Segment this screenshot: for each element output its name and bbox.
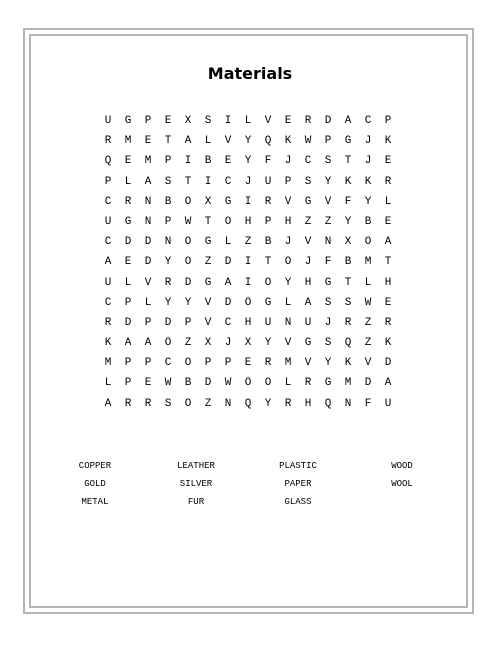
grid-cell: K — [384, 337, 392, 350]
grid-cell: B — [264, 236, 272, 249]
grid-row — [98, 175, 398, 195]
grid-cell: P — [144, 357, 152, 370]
grid-cell: Y — [244, 135, 252, 148]
grid-cell: A — [304, 296, 312, 309]
grid-cell: R — [104, 316, 112, 329]
grid-cell: Y — [264, 397, 272, 410]
grid-cell: G — [124, 215, 132, 228]
grid-cell: V — [144, 276, 152, 289]
grid-cell: C — [164, 357, 172, 370]
grid-cell: G — [264, 296, 272, 309]
grid-cell: N — [144, 195, 152, 208]
grid-cell: N — [344, 397, 352, 410]
grid-cell: D — [164, 316, 172, 329]
grid-cell: K — [384, 135, 392, 148]
grid-cell: E — [164, 115, 172, 127]
grid-row — [98, 255, 398, 275]
grid-cell: T — [264, 256, 272, 269]
grid-cell: L — [124, 276, 132, 289]
grid-cell: M — [104, 357, 112, 370]
grid-cell: S — [324, 155, 332, 168]
grid-cell: U — [104, 276, 112, 289]
grid-cell: C — [304, 155, 312, 168]
grid-cell: E — [384, 155, 392, 168]
grid-row — [98, 215, 398, 235]
grid-cell: D — [184, 276, 192, 289]
grid-cell: G — [204, 276, 212, 289]
grid-cell: T — [184, 175, 192, 188]
word-list-item: GLASS — [284, 497, 312, 507]
grid-cell: L — [224, 236, 232, 249]
grid-cell: I — [224, 115, 232, 127]
word-list-item: WOOL — [391, 479, 413, 489]
grid-cell: A — [224, 276, 232, 289]
word-list-item: PLASTIC — [279, 461, 317, 471]
grid-cell: O — [184, 357, 192, 370]
grid-cell: R — [164, 276, 172, 289]
grid-cell: R — [304, 377, 312, 390]
grid-cell: V — [364, 357, 372, 370]
grid-cell: V — [204, 316, 212, 329]
grid-cell: P — [144, 316, 152, 329]
grid-row — [98, 276, 398, 296]
grid-cell: S — [204, 115, 212, 127]
grid-cell: G — [324, 377, 332, 390]
grid-cell: A — [104, 256, 112, 269]
letter-grid — [98, 114, 398, 417]
grid-cell: V — [304, 357, 312, 370]
grid-cell: L — [284, 377, 292, 390]
grid-cell: N — [144, 215, 152, 228]
grid-cell: R — [104, 135, 112, 148]
grid-cell: V — [304, 236, 312, 249]
grid-cell: C — [364, 115, 372, 127]
grid-row — [98, 316, 398, 336]
grid-cell: N — [224, 397, 232, 410]
grid-cell: Y — [324, 357, 332, 370]
grid-cell: T — [204, 215, 212, 228]
grid-cell: D — [124, 316, 132, 329]
grid-row — [98, 114, 398, 134]
grid-cell: O — [184, 397, 192, 410]
grid-cell: Z — [304, 215, 312, 228]
grid-row — [98, 296, 398, 316]
word-list-item: SILVER — [179, 479, 213, 489]
grid-cell: P — [144, 115, 152, 127]
grid-cell: A — [124, 337, 132, 350]
grid-cell: A — [184, 135, 192, 148]
grid-cell: U — [104, 115, 112, 127]
grid-cell: H — [304, 276, 312, 289]
grid-cell: L — [384, 195, 392, 208]
grid-cell: D — [144, 256, 152, 269]
grid-cell: T — [164, 135, 172, 148]
grid-cell: V — [264, 115, 272, 127]
grid-cell: D — [224, 296, 232, 309]
grid-cell: U — [304, 316, 312, 329]
grid-cell: V — [204, 296, 212, 309]
grid-cell: F — [364, 397, 372, 410]
grid-cell: G — [204, 236, 212, 249]
grid-cell: T — [384, 256, 392, 269]
grid-cell: Y — [184, 296, 192, 309]
grid-cell: L — [284, 296, 292, 309]
grid-cell: O — [284, 256, 292, 269]
grid-cell: S — [324, 337, 332, 350]
grid-cell: M — [124, 135, 132, 148]
grid-cell: J — [364, 155, 372, 168]
grid-cell: A — [104, 397, 112, 410]
grid-cell: Y — [284, 276, 292, 289]
grid-cell: I — [204, 175, 212, 188]
grid-cell: G — [124, 115, 132, 127]
grid-cell: Z — [364, 316, 372, 329]
grid-cell: L — [204, 135, 212, 148]
grid-cell: R — [284, 397, 292, 410]
grid-cell: J — [304, 256, 312, 269]
grid-cell: Z — [364, 337, 372, 350]
grid-cell: S — [164, 175, 172, 188]
grid-cell: Y — [344, 215, 352, 228]
grid-cell: R — [384, 316, 392, 329]
grid-cell: A — [384, 377, 392, 390]
word-list-item: WOOD — [391, 461, 413, 471]
grid-cell: A — [144, 337, 152, 350]
grid-cell: O — [184, 236, 192, 249]
grid-cell: K — [284, 135, 292, 148]
grid-cell: E — [384, 215, 392, 228]
word-list-item: COPPER — [78, 461, 112, 471]
grid-cell: Z — [244, 236, 252, 249]
grid-cell: J — [324, 316, 332, 329]
grid-cell: O — [184, 195, 192, 208]
grid-cell: G — [324, 276, 332, 289]
grid-cell: R — [384, 175, 392, 188]
grid-cell: X — [184, 115, 192, 127]
word-list-item: PAPER — [284, 479, 312, 489]
grid-cell: O — [364, 236, 372, 249]
grid-cell: Y — [244, 155, 252, 168]
grid-cell: N — [324, 236, 332, 249]
grid-cell: X — [344, 236, 352, 249]
grid-cell: E — [224, 155, 232, 168]
grid-cell: D — [144, 236, 152, 249]
grid-cell: H — [304, 397, 312, 410]
grid-row — [98, 154, 398, 174]
grid-cell: T — [344, 155, 352, 168]
grid-cell: R — [144, 397, 152, 410]
grid-cell: G — [344, 135, 352, 148]
grid-cell: Q — [244, 397, 252, 410]
grid-cell: S — [324, 296, 332, 309]
grid-cell: E — [284, 115, 292, 127]
grid-cell: W — [364, 296, 372, 309]
grid-cell: L — [104, 377, 112, 390]
grid-cell: R — [304, 115, 312, 127]
grid-cell: Y — [164, 256, 172, 269]
grid-cell: O — [264, 276, 272, 289]
puzzle-title: Materials — [207, 64, 293, 83]
grid-cell: P — [124, 377, 132, 390]
word-list-item: LEATHER — [177, 461, 215, 471]
grid-cell: N — [164, 236, 172, 249]
grid-row — [98, 336, 398, 356]
grid-cell: Y — [364, 195, 372, 208]
grid-cell: I — [244, 256, 252, 269]
grid-cell: N — [284, 316, 292, 329]
grid-cell: D — [384, 357, 392, 370]
grid-cell: H — [384, 276, 392, 289]
grid-cell: C — [224, 175, 232, 188]
grid-cell: M — [344, 377, 352, 390]
grid-cell: L — [144, 296, 152, 309]
grid-row — [98, 235, 398, 255]
grid-cell: F — [344, 195, 352, 208]
grid-cell: Q — [324, 397, 332, 410]
grid-cell: L — [124, 175, 132, 188]
grid-cell: O — [244, 377, 252, 390]
grid-cell: Q — [344, 337, 352, 350]
grid-cell: G — [304, 195, 312, 208]
grid-cell: I — [184, 155, 192, 168]
grid-cell: B — [164, 195, 172, 208]
word-list-item: FUR — [187, 497, 205, 507]
grid-cell: X — [204, 337, 212, 350]
grid-cell: S — [164, 397, 172, 410]
grid-row — [98, 134, 398, 154]
grid-cell: Z — [324, 215, 332, 228]
grid-row — [98, 356, 398, 376]
grid-cell: P — [124, 357, 132, 370]
grid-cell: X — [204, 195, 212, 208]
grid-cell: Y — [324, 175, 332, 188]
grid-cell: P — [104, 175, 112, 188]
grid-cell: T — [344, 276, 352, 289]
grid-cell: U — [264, 175, 272, 188]
grid-cell: V — [284, 195, 292, 208]
grid-cell: D — [324, 115, 332, 127]
grid-cell: K — [344, 175, 352, 188]
grid-cell: E — [384, 296, 392, 309]
grid-cell: P — [324, 135, 332, 148]
grid-cell: X — [244, 337, 252, 350]
grid-cell: B — [344, 256, 352, 269]
grid-cell: R — [264, 357, 272, 370]
word-list-item: METAL — [81, 497, 109, 507]
grid-cell: S — [304, 175, 312, 188]
grid-cell: E — [244, 357, 252, 370]
grid-cell: B — [204, 155, 212, 168]
grid-cell: W — [304, 135, 312, 148]
grid-cell: B — [184, 377, 192, 390]
grid-cell: D — [364, 377, 372, 390]
grid-cell: O — [164, 337, 172, 350]
grid-cell: L — [244, 115, 252, 127]
grid-cell: H — [284, 215, 292, 228]
grid-cell: C — [104, 236, 112, 249]
grid-cell: E — [124, 256, 132, 269]
grid-cell: P — [164, 215, 172, 228]
grid-cell: P — [204, 357, 212, 370]
grid-cell: J — [364, 135, 372, 148]
grid-cell: Y — [264, 337, 272, 350]
grid-cell: W — [224, 377, 232, 390]
grid-cell: Q — [264, 135, 272, 148]
grid-cell: H — [244, 215, 252, 228]
grid-cell: U — [264, 316, 272, 329]
grid-cell: H — [244, 316, 252, 329]
grid-cell: F — [264, 155, 272, 168]
grid-cell: E — [124, 155, 132, 168]
grid-cell: S — [344, 296, 352, 309]
grid-cell: B — [364, 215, 372, 228]
grid-cell: D — [224, 256, 232, 269]
grid-cell: P — [284, 175, 292, 188]
grid-cell: D — [124, 236, 132, 249]
grid-cell: M — [284, 357, 292, 370]
grid-cell: I — [244, 195, 252, 208]
grid-cell: A — [144, 175, 152, 188]
grid-cell: Z — [204, 397, 212, 410]
grid-cell: L — [364, 276, 372, 289]
grid-row — [98, 195, 398, 215]
grid-cell: U — [104, 215, 112, 228]
grid-cell: E — [144, 135, 152, 148]
grid-cell: J — [244, 175, 252, 188]
grid-cell: J — [284, 155, 292, 168]
grid-cell: R — [124, 397, 132, 410]
grid-cell: R — [344, 316, 352, 329]
grid-cell: P — [264, 215, 272, 228]
grid-cell: J — [224, 337, 232, 350]
grid-cell: O — [264, 377, 272, 390]
grid-cell: A — [384, 236, 392, 249]
grid-cell: R — [124, 195, 132, 208]
grid-cell: F — [324, 256, 332, 269]
grid-cell: R — [264, 195, 272, 208]
grid-cell: P — [164, 155, 172, 168]
grid-cell: Z — [204, 256, 212, 269]
grid-cell: A — [344, 115, 352, 127]
grid-cell: C — [104, 296, 112, 309]
grid-cell: P — [124, 296, 132, 309]
grid-row — [98, 397, 398, 417]
grid-cell: G — [224, 195, 232, 208]
grid-cell: U — [384, 397, 392, 410]
grid-cell: W — [164, 377, 172, 390]
grid-cell: M — [364, 256, 372, 269]
grid-cell: Z — [184, 337, 192, 350]
grid-row — [98, 376, 398, 396]
grid-cell: J — [284, 236, 292, 249]
grid-cell: K — [104, 337, 112, 350]
grid-cell: D — [204, 377, 212, 390]
grid-cell: O — [184, 256, 192, 269]
grid-cell: E — [144, 377, 152, 390]
grid-cell: C — [104, 195, 112, 208]
grid-cell: K — [344, 357, 352, 370]
grid-cell: O — [244, 296, 252, 309]
grid-cell: Q — [104, 155, 112, 168]
grid-cell: W — [184, 215, 192, 228]
grid-cell: I — [244, 276, 252, 289]
grid-cell: O — [224, 215, 232, 228]
grid-cell: M — [144, 155, 152, 168]
grid-cell: G — [304, 337, 312, 350]
grid-cell: V — [324, 195, 332, 208]
grid-cell: C — [224, 316, 232, 329]
word-list — [45, 460, 455, 509]
grid-cell: P — [184, 316, 192, 329]
grid-cell: K — [364, 175, 372, 188]
grid-cell: P — [384, 115, 392, 127]
word-list-item: GOLD — [84, 479, 106, 489]
grid-cell: P — [224, 357, 232, 370]
grid-cell: V — [284, 337, 292, 350]
grid-cell: Y — [164, 296, 172, 309]
grid-cell: V — [224, 135, 232, 148]
